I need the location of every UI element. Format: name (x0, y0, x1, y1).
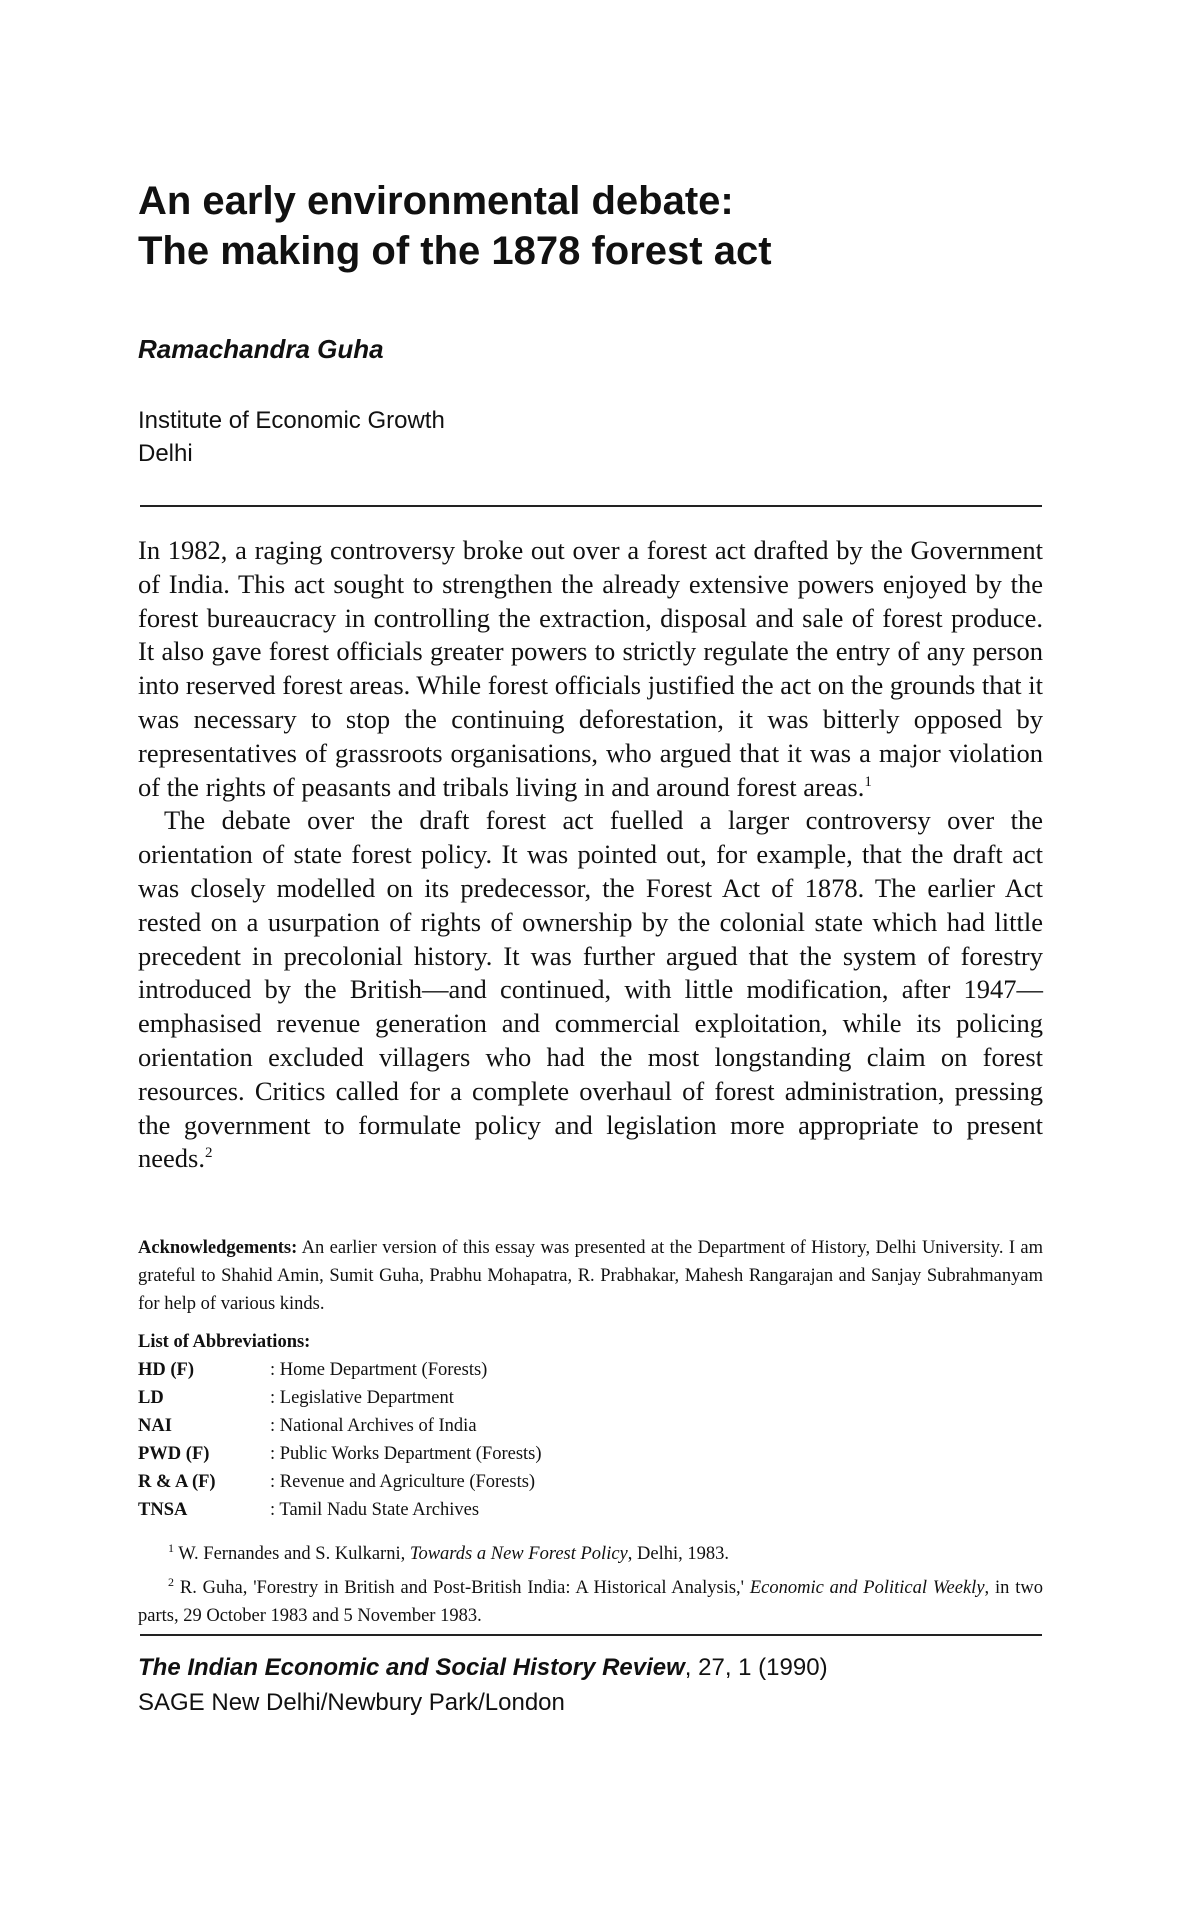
abbreviation-value: : National Archives of India (270, 1416, 477, 1436)
article-title (138, 176, 1038, 276)
abbreviation-key: R & A (F) (138, 1472, 216, 1492)
article-body (138, 534, 1043, 1176)
paragraph-1 (138, 534, 1043, 804)
journal-line (138, 1650, 828, 1685)
abbreviation-key: NAI (138, 1416, 172, 1436)
abbreviation-row (138, 1412, 1043, 1440)
abbreviation-value: : Home Department (Forests) (270, 1360, 488, 1380)
footnote-ref-1: 1 (864, 773, 872, 790)
paragraph-2-text: The debate over the draft forest act fuelled a larger controversy over the orientation of state forest policy. It was pointed out, for example, that the draft act was closely modelled on its predecessor, the Forest Act of 1878. The earlier Act rested on a usurpation of rights of ownership by the colonial state which had little precedent in precolonial history. It was further argued that the system of forestry introduced by the British—and continued, with little modification, after 1947—emphasised revenue generation and commercial exploitation, while its policing orientation excluded villagers who had the most longstanding claim on forest resources. Critics called for a complete overhaul of forest administration, pressing the government to formulate policy and legislation more appropriate to present needs. (138, 805, 1043, 1174)
acknowledgements-text: An earlier version of this essay was presented at the Department of History, Delhi University. I am grateful to Shahid Amin, Sumit Guha, Prabhu Mohapatra, R. Prabhakar, Mahesh Rangarajan and Sanjay Subrahmanyam for help of various kinds. (138, 1238, 1044, 1314)
abbreviation-value: : Legislative Department (270, 1388, 454, 1408)
abbreviation-row (138, 1468, 1043, 1496)
abbreviation-row (138, 1356, 1043, 1384)
journal-name: The Indian Economic and Social History Review (138, 1654, 685, 1681)
footnote-work-title: Towards a New Forest Policy (409, 1544, 628, 1565)
affiliation (138, 404, 445, 470)
footnote-text: W. Fernandes and S. Kulkarni, (178, 1544, 406, 1565)
journal-issue: , 27, 1 (1990) (684, 1654, 828, 1681)
abbreviation-row (138, 1496, 1043, 1524)
footnote-text: R. Guha, 'Forestry in British and Post-British India: A Historical Analysis,' (179, 1578, 744, 1599)
footnote-1 (138, 1534, 1043, 1568)
footer-divider (140, 1634, 1042, 1636)
acknowledgements-label: Acknowledgements: (138, 1238, 298, 1258)
footnote-number: 1 (168, 1541, 174, 1555)
abbreviation-key: TNSA (138, 1500, 188, 1520)
footnote-number: 2 (168, 1575, 174, 1590)
paragraph-2 (138, 804, 1043, 1176)
author-name: Ramachandra Guha (138, 334, 384, 364)
header-divider (140, 505, 1042, 507)
paragraph-1-text: In 1982, a raging controversy broke out over a forest act drafted by the Government of India. This act sought to strengthen the already extensive powers enjoyed by the forest bureaucracy in controlling the extraction, disposal and sale of forest produce. It also gave forest officials greater powers to strictly regulate the entry of any person into reserved forest areas. While forest officials justified the act on the grounds that it was necessary to stop the continuing deforestation, it was bitterly opposed by representatives of grassroots organisations, who argued that it was a major violation of the rights of peasants and tribals living in and around forest areas. (138, 535, 1043, 802)
front-matter-notes (138, 1234, 1043, 1630)
footnote-ref-2: 2 (204, 1145, 213, 1162)
acknowledgements (138, 1234, 1043, 1318)
footnote-text: , in two parts, 29 October 1983 and 5 November 1983. (138, 1578, 1044, 1627)
title-line-2: The making of the 1878 forest act (138, 229, 772, 273)
abbreviation-value: : Revenue and Agriculture (Forests) (270, 1472, 536, 1492)
abbreviation-key: HD (F) (138, 1360, 194, 1380)
abbreviation-row (138, 1384, 1043, 1412)
abbreviation-value: : Public Works Department (Forests) (270, 1444, 542, 1464)
affiliation-city: Delhi (138, 440, 193, 467)
journal-publisher: SAGE New Delhi/Newbury Park/London (138, 1689, 565, 1716)
footnote-work-title: Economic and Political Weekly (749, 1578, 985, 1599)
abbreviation-key: PWD (F) (138, 1444, 210, 1464)
abbreviation-row (138, 1440, 1043, 1468)
title-line-1: An early environmental debate: (138, 179, 734, 223)
abbreviation-value: : Tamil Nadu State Archives (270, 1500, 480, 1520)
footnote-2 (138, 1568, 1043, 1630)
affiliation-institute: Institute of Economic Growth (138, 407, 445, 434)
abbreviations-title: List of Abbreviations: (138, 1332, 311, 1352)
journal-citation (138, 1650, 828, 1720)
abbreviation-key: LD (138, 1388, 164, 1408)
footnote-text: , Delhi, 1983. (627, 1544, 729, 1565)
